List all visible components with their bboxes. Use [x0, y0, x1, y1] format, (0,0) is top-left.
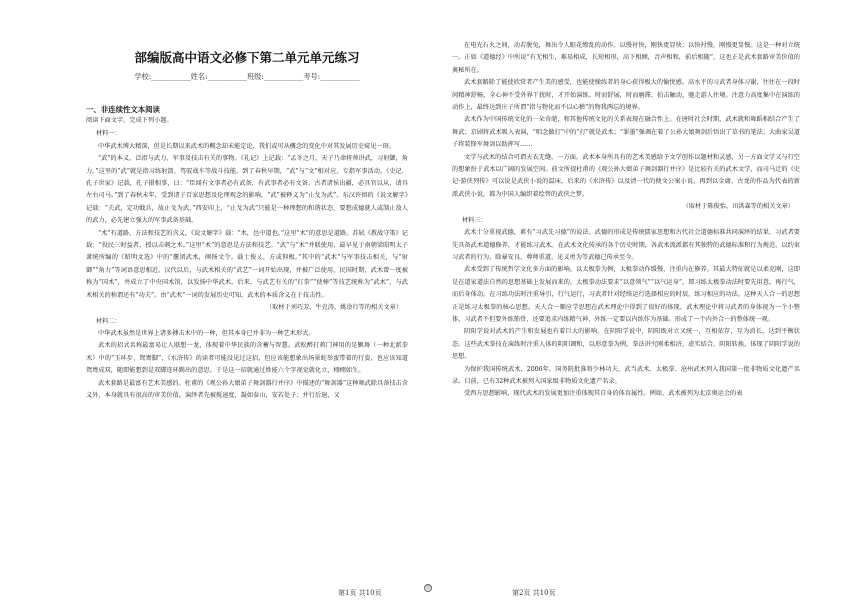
section-heading: 一、非连续性文本阅读	[86, 105, 160, 114]
page-number-left: 第1页 共10页	[338, 589, 382, 597]
paragraph: “术”有道路、方法和技艺的含义。《说文解字》载：“术，邑中道也。”这里“术”的意思是道路。苏轼《教战守策》记载：“役民三时益者，授以击刺之术。”这里“术”的意思是方法和技艺。“武”与“术”并联使用，最早见于南朝梁昭明太子萧统所编的《昭明文选》中的“偃闭武术，阐扬文令。载士俊乂，方或仰极。”其中的“武术”与军事技击相关，与“射御”“角力”等词语意思相近。汉代以后，与武术相关的“武艺”一词开始出现，并被广泛使用。民国时期，武术曾一度被称为“国术”，并成立了中央国术馆，以发扬中华武术。后来，与武艺有关的“打拳”“使棒”等技艺统称为“武术”，与武术相关的称谓还有“功夫”。由“武术”一词的发展历史可知，武术的本质含义在于技击性。	[86, 229, 408, 299]
paragraph: 中华武术博大精深，但是长期以来武术的概念却未能定论，我们或可从概念的变化中对其发展历史窥见一斑。	[98, 142, 395, 150]
paragraph: 武术作为中国传统文化的一朵奇葩，和其他传统文化的关系表现在融合性上。在唐时社会时期，武术就和舞蹈相结合产生了舞武；京剧将武术吸入表演，“唱念做打”中的“打”就是武术；“罪墨”强调在着了公孙大娘舞剑后悟出了草书的笔法；大曲家吴道子将装锋军舞剑以助挥写……	[452, 116, 800, 149]
source-note: （取材于陈俊怡、田洪森等的相关文章）	[682, 203, 794, 211]
paragraph: 武术的招式名称最富易让人联想一龙，体现着中华民族的含蓄与智慧。武松醉打蒋门神用的是飘舞（一种北派拳术）中的“玉环步、鸳鸯脚”，《水浒传》的读者可能没见过这招，但应该能想象出场景蛇举蛮带着的行姿，也应该知道鸳鸯成双，随即能想到是双脚连环踢出的意思。于是这一招就通过姓能六个字视觉就化立，栩栩如生。	[86, 342, 408, 375]
paragraph: 受西方思想影响，现代武术的发展更加注重体现其自身的体育属性。例如，武术被列为北京奥运会的表	[464, 390, 743, 398]
page-number-right: 第2页 共10页	[512, 589, 556, 597]
paragraph: 中华武术虽然是世界上诸多搏击术中的一种，但其本身已并非为一种艺术形式。	[98, 329, 315, 337]
material-2-label: 材料二：	[96, 317, 121, 325]
page-title: 部编版高中语文必修下第二单元单元练习	[134, 50, 360, 65]
source-note: （取材于刘巧芳、牛克涛、姚淦行等的相关文章）	[265, 304, 402, 312]
student-info-line: 学校:___________姓名:___________班级:___________考号:___________	[134, 72, 360, 81]
material-3-label: 材料三：	[462, 216, 487, 224]
paragraph: 武术套路是最富有艺术美感的。杜甫的《观公孙大娘弟子舞剑器行并序》中描述的“舞剑器”这种舞武除具备技击含义外，本身就具有很高的审美价值。演绎者先被搅速度，凝如泰山，安若处子；并行后退，又	[86, 379, 408, 399]
paragraph: 文学与武术的结合可谓天衣无缝。一方面，武术本身所具有的艺术美感给予文学创作以题材和灵感，另一方面文学又与行空的想象扮于武术以广阔的发展空间。前文所提杜甫的《观公孙大娘弟子舞剑器行并序》是比较有关的武术文学，而司马迁的《史记·游侠列传》可以说是武侠小说的温床，后来的《水浒传》以及清一代的便文公案小说，再到以金庸、古龙的作品为代表的新派武侠小说，都为中国人编织着绘替的武侠之梦。	[452, 153, 800, 198]
binding-hole-icon: ◎	[425, 584, 431, 591]
page-2	[430, 0, 860, 608]
material-1-label: 材料一：	[96, 130, 121, 138]
paragraph: 在电光石火之间，动若脱兔，舞出令人眼花缭乱的动作。以慢衬快，刚快更显快；以快衬慢，刚慢更显慢。这是一种对立统一。正如《道德经》中所说“有无相生，难易相成，长短相形，高下相倾，音声相和，前后相随”，这也正是武术套路审美价值的奥秘所在。	[452, 42, 800, 74]
paragraph: 武术十分重视武德，素有“习武先习德”的说法。武德的形成是传统儒家思想和古代社会道德标准共同演绎的结果，习武者要先具备武术道德修养，才能练习武术。在武术文化传承的各个历史时期，各武术流派都有其独特的武德标准和行为规范，以约束习武者的行为。除暴安良、尊师重道、见义勇为等武德已传承至今。	[452, 229, 800, 261]
paragraph: “武”的本义，泛指与武力、军事及技击有关的事物。《礼记》上记载：“孟冬之月，天子乃命将帅讲武，习射御，角力。”这里的“武”就是指习练射箭、驾驭战车等战斗技能。到了春秋早期，“武”与“文”相对应，专指军事活动。《史记．孔子世家》记载，孔子摄相事，曰：“臣闻有文事者必有武备，有武事者必有文备。古者诸侯出疆，必具官以从，请具左右司马。”到了春秋末年，受到诸子百家思想及伦理观念的影响，“武”被释义为“止戈为武”。东汉许慎的《说文解字》记载：“夫武，定功戢兵，故止戈为武。”西安印上，“止戈为武”只能是一种理想的和谐状态，要想成德就人或制止敌人的武力，必先建立强大的军事武备基础。	[86, 155, 408, 225]
paragraph: 武术受到了传统哲学文化多方面的影响。以太极拳为例，太极拳动作缓慢，注重内在修养。其最大特征就是以柔克刚，这即是在道家道法自然的思想基础上发展而来的。太极拳动法要求“以意领气”“以气运身”，即习练太极拳动法时要先用意，再行气，而后身体动。在习练功法时注重导引，行气运行，习武者针对经络运行选择相应的时辰，练习相应的功法。这种天人合一的思想正是练习太极拳的核心思想。天人合一顺应学思想在武术理论中得到了很好的体现，武术理论中将习武者的身体视为一个小整体，习武者不但要外练筋骨，还要追求内练精气神，外练一定要以内练作为基础。形成了一个内外合一的整体统一观。	[452, 266, 800, 323]
paragraph: 阴阳学说对武术的产生和发展也有着巨大的影响。在阴阳学说中，阴阳既对立又统一，互相依存，互为消长，达到平衡状态。这些武术拳技在演练时注重人体的阴阳调和，以形意拳为例，拳法讲究刚柔相济，虚实结合，阴阳转换，体现了阴阳学说的思想。	[452, 328, 800, 361]
paragraph: 武术套路除了能使欣赏者产生美的感受，也能使操练者的身心获得极大的愉悦感。高水平的习武者身体习谢，往往在一段时间精神舒畅，全心神不受外界干扰时，才开始演练。时而舒展，时而磨滞，拍击触动，驰走游人住境。注意力高度集中在演练的动作上，最终达到庄子所谓“指与物化而不以心稽”的物我两忘的境界。	[452, 79, 800, 112]
instruction-text: 阅读下面文字，完成下列小题。	[86, 117, 173, 124]
paragraph: 为保护我国传统武术，2006年，国务院批准将少林功夫、武当武术、太极拳、沧州武术列入我国第一批非物质文化遗产名录。目前，已有32种武术被列入国家级非物质文化遗产名录。	[452, 365, 800, 385]
